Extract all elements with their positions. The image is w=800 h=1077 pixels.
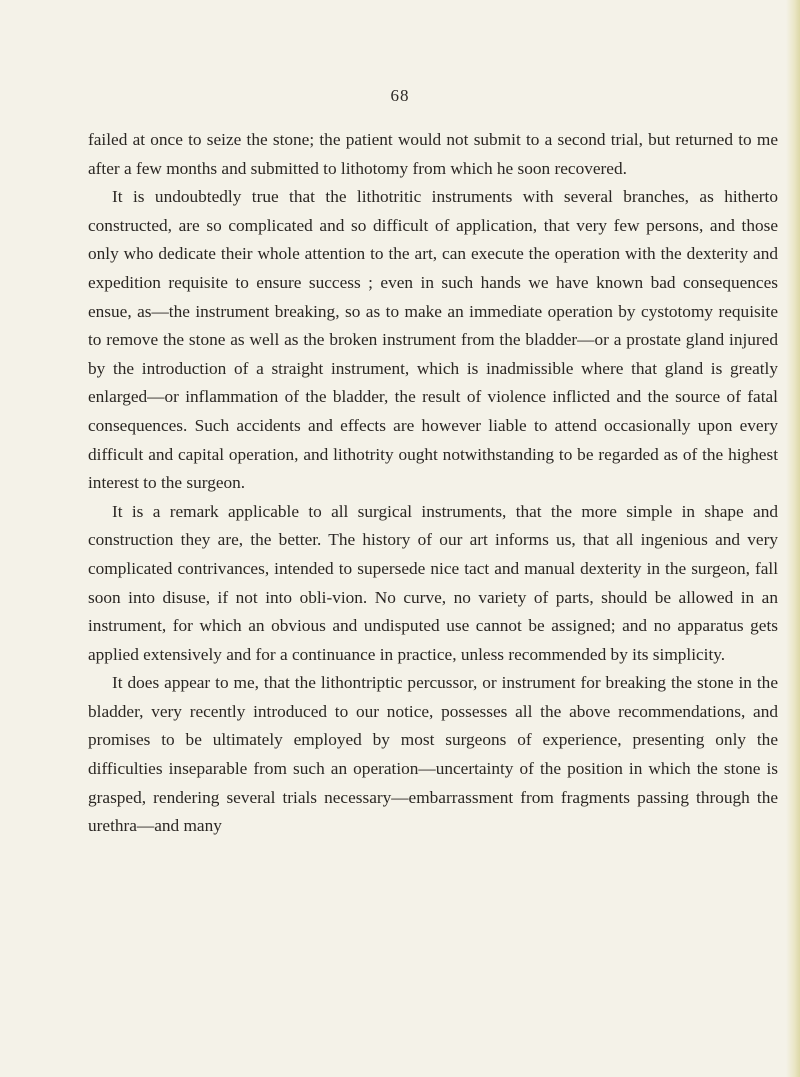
page-edge-shading	[786, 0, 800, 1077]
body-text	[88, 126, 778, 841]
paragraph-lithontriptic-percussor: It does appear to me, that the lithontriptic percussor, or instrument for breaking the stone in the bladder, very recently introduced to our notice, possesses all the above recommendations, and promises to be ultimately employed by most surgeons of experience, presenting only the difficulties inseparable from such an operation—uncertainty of the position in which the stone is grasped, rendering several trials necessary—embarrassment from fragments passing through the urethra—and many	[88, 673, 778, 836]
paragraph-surgical-simplicity: It is a remark applicable to all surgical instruments, that the more simple in shape and construction they are, the better. The history of our art informs us, that all ingenious and very complicated contrivances, intended to supersede nice tact and manual dexterity in the surgeon, fall soon into disuse, if not into obli-vion. No curve, no variety of parts, should be allowed in an instrument, for which an obvious and undisputed use cannot be assigned; and no apparatus gets applied extensively and for a continuance in practice, unless recommended by its simplicity.	[88, 501, 778, 664]
paragraph-continuation: failed at once to seize the stone; the patient would not submit to a second trial, but returned to me after a few months and submitted to lithotomy from which he soon recovered.	[88, 130, 778, 178]
page-number: 68	[390, 86, 410, 105]
paragraph-lithotritic-instruments: It is undoubtedly true that the lithotritic instruments with several branches, as hitherto constructed, are so complicated and so difficult of application, that very few persons, and those only who dedicate their whole attention to the art, can execute the operation with the dexterity and expedition requisite to ensure success ; even in such hands we have known bad consequences ensue, as—the instrument breaking, so as to make an immediate operation by cystotomy requisite to remove the stone as well as the broken instrument from the bladder—or a prostate gland injured by the introduction of a straight instrument, which is inadmissible where that gland is greatly enlarged—or inflammation of the bladder, the result of violence inflicted and the source of fatal consequences. Such accidents and effects are however liable to attend occasionally upon every difficult and capital operation, and lithotrity ought notwithstanding to be regarded as of the highest interest to the surgeon.	[88, 187, 778, 493]
